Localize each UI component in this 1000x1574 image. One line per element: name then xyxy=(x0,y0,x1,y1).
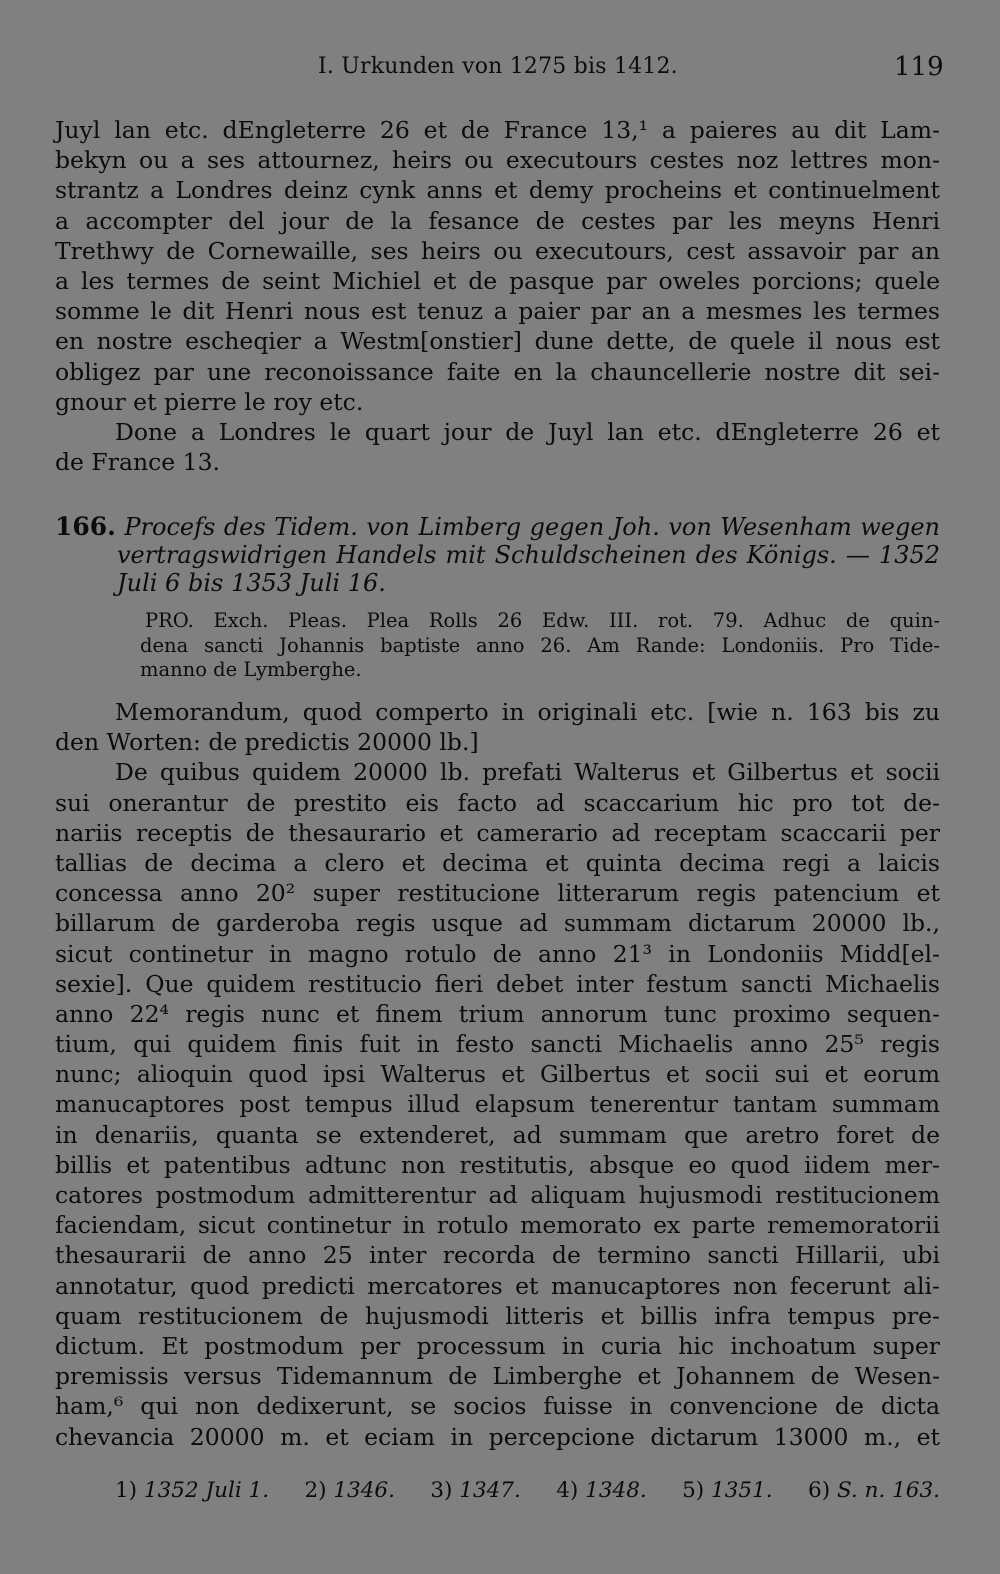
footnote-number: 2) xyxy=(304,1478,327,1503)
body-line: premissis versus Tidemannum de Limberghe et Johannem de Wesen- xyxy=(55,1362,940,1391)
footnote-number: 1) xyxy=(115,1478,138,1503)
footnote-text: S. n. 163. xyxy=(836,1478,940,1503)
body-line: manucaptores post tempus illud elapsum tenerentur tantam summam xyxy=(55,1090,940,1119)
entry-heading-line: vertragswidrigen Handels mit Schuldscheinen des Königs. — 1352 xyxy=(117,541,940,569)
footnote-text: 1351. xyxy=(711,1478,773,1503)
text-line: Trethwy de Cornewaille, ses heirs ou executours, cest assavoir par an xyxy=(55,236,940,265)
footnote-number: 3) xyxy=(430,1478,453,1503)
footnote xyxy=(115,1478,269,1503)
entry-body xyxy=(55,697,940,1452)
footnote-text: 1347. xyxy=(459,1478,521,1503)
text-line: bekyn ou a ses attournez, heirs ou executours cestes noz lettres mon- xyxy=(55,146,940,175)
footnote xyxy=(682,1478,772,1503)
body-line: De quibus quidem 20000 lb. prefati Walterus et Gilbertus et socii xyxy=(115,758,940,787)
footnote-text: 1348. xyxy=(585,1478,647,1503)
entry-heading xyxy=(55,513,940,597)
body-line: billis et patentibus adtunc non restitutis, absque eo quod iidem mer- xyxy=(55,1150,940,1179)
body-line: thesaurarii de anno 25 inter recorda de termino sancti Hillarii, ubi xyxy=(55,1241,940,1270)
body-line: tium, qui quidem finis fuit in festo sancti Michaelis anno 25⁵ regis xyxy=(55,1030,940,1059)
body-line: den Worten: de predictis 20000 lb.] xyxy=(55,728,479,757)
top-text-block xyxy=(55,115,940,477)
entry-title-part: Procefs des Tidem. von Limberg gegen Joh. von Wesenham wegen xyxy=(124,513,940,541)
body-line: sexie]. Que quidem restitucio fieri debet inter festum sancti Michaelis xyxy=(55,969,940,998)
page-number: 119 xyxy=(894,52,944,82)
body-line: sicut continetur in magno rotulo de anno 21³ in Londoniis Midd[el- xyxy=(55,939,940,968)
footnote xyxy=(556,1478,646,1503)
body-line: anno 22⁴ regis nunc et finem trium annorum tunc proximo sequen- xyxy=(55,999,940,1028)
body-line: dictum. Et postmodum per processum in curia hic inchoatum super xyxy=(55,1331,940,1360)
text-line: Done a Londres le quart jour de Juyl lan etc. dEngleterre 26 et xyxy=(115,417,940,446)
body-line: chevancia 20000 m. et eciam in percepcione dictarum 13000 m., et xyxy=(55,1422,940,1451)
footnote xyxy=(808,1478,940,1503)
body-line: Memorandum, quod comperto in originali etc. [wie n. 163 bis zu xyxy=(115,698,940,726)
footnote-number: 4) xyxy=(556,1478,579,1503)
running-head-title: I. Urkunden von 1275 bis 1412. xyxy=(318,54,678,79)
text-line: a accompter del jour de la fesance de cestes par les meyns Henri xyxy=(55,206,940,235)
body-line: in denariis, quanta se extenderet, ad summam que aretro foret de xyxy=(55,1120,940,1149)
body-line: catores postmodum admitterentur ad aliquam hujusmodi restitucionem xyxy=(55,1181,940,1209)
body-line: nunc; alioquin quod ipsi Walterus et Gilbertus et socii sui et eorum xyxy=(55,1060,940,1089)
text-line: strantz a Londres deinz cynk anns et demy procheins et continuelment xyxy=(55,176,940,205)
text-line: a les termes de seint Michiel et de pasque par oweles porcions; quele xyxy=(55,266,940,295)
footnote-number: 6) xyxy=(808,1478,831,1503)
body-line: concessa anno 20² super restitucione litterarum regis patencium et xyxy=(55,879,940,908)
body-line: ham,⁶ qui non dedixerunt, se socios fuisse in convencione de dicta xyxy=(55,1392,940,1421)
body-line: sui onerantur de prestito eis facto ad scaccarium hic pro tot de- xyxy=(55,788,940,817)
body-line: faciendam, sicut continetur in rotulo memorato ex parte rememoratorii xyxy=(55,1211,940,1240)
footnote-text: 1352 Juli 1. xyxy=(143,1478,270,1503)
footnote-number: 5) xyxy=(682,1478,705,1503)
body-line: nariis receptis de thesaurario et camerario ad receptam scaccarii per xyxy=(55,818,940,847)
footnote xyxy=(304,1478,394,1503)
entry-heading-line: Juli 6 bis 1353 Juli 16. xyxy=(117,569,386,597)
source-line: manno de Lymberghe. xyxy=(140,658,362,681)
text-line: obligez par une reconoissance faite en la chauncellerie nostre dit sei- xyxy=(55,357,940,386)
entry-heading-line xyxy=(55,513,940,541)
running-head xyxy=(0,52,1000,88)
text-line: en nostre escheqier a Westm[onstier] dune dette, de quele il nous est xyxy=(55,327,940,356)
body-line: tallias de decima a clero et decima et quinta decima regi a laicis xyxy=(55,848,940,877)
text-line: de France 13. xyxy=(55,448,221,477)
footnote xyxy=(430,1478,520,1503)
body-line: quam restitucionem de hujusmodi litteris et billis infra tempus pre- xyxy=(55,1301,940,1330)
text-line: Juyl lan etc. dEngleterre 26 et de France 13,¹ a paieres au dit Lam- xyxy=(55,116,940,144)
text-line: gnour et pierre le roy etc. xyxy=(55,387,364,416)
body-line: annotatur, quod predicti mercatores et manucaptores non fecerunt ali- xyxy=(55,1271,940,1300)
source-line: dena sancti Johannis baptiste anno 26. Am Rande: Londoniis. Pro Tide- xyxy=(140,633,940,657)
source-line: PRO. Exch. Pleas. Plea Rolls 26 Edw. III. rot. 79. Adhuc de quin- xyxy=(145,609,940,632)
text-line: somme le dit Henri nous est tenuz a paier par an a mesmes les termes xyxy=(55,297,940,326)
source-note xyxy=(55,609,940,683)
footnote-text: 1346. xyxy=(333,1478,395,1503)
footnotes xyxy=(115,1478,940,1503)
entry-number: 166. xyxy=(55,512,116,541)
body-line: billarum de garderoba regis usque ad summam dictarum 20000 lb., xyxy=(55,909,940,938)
